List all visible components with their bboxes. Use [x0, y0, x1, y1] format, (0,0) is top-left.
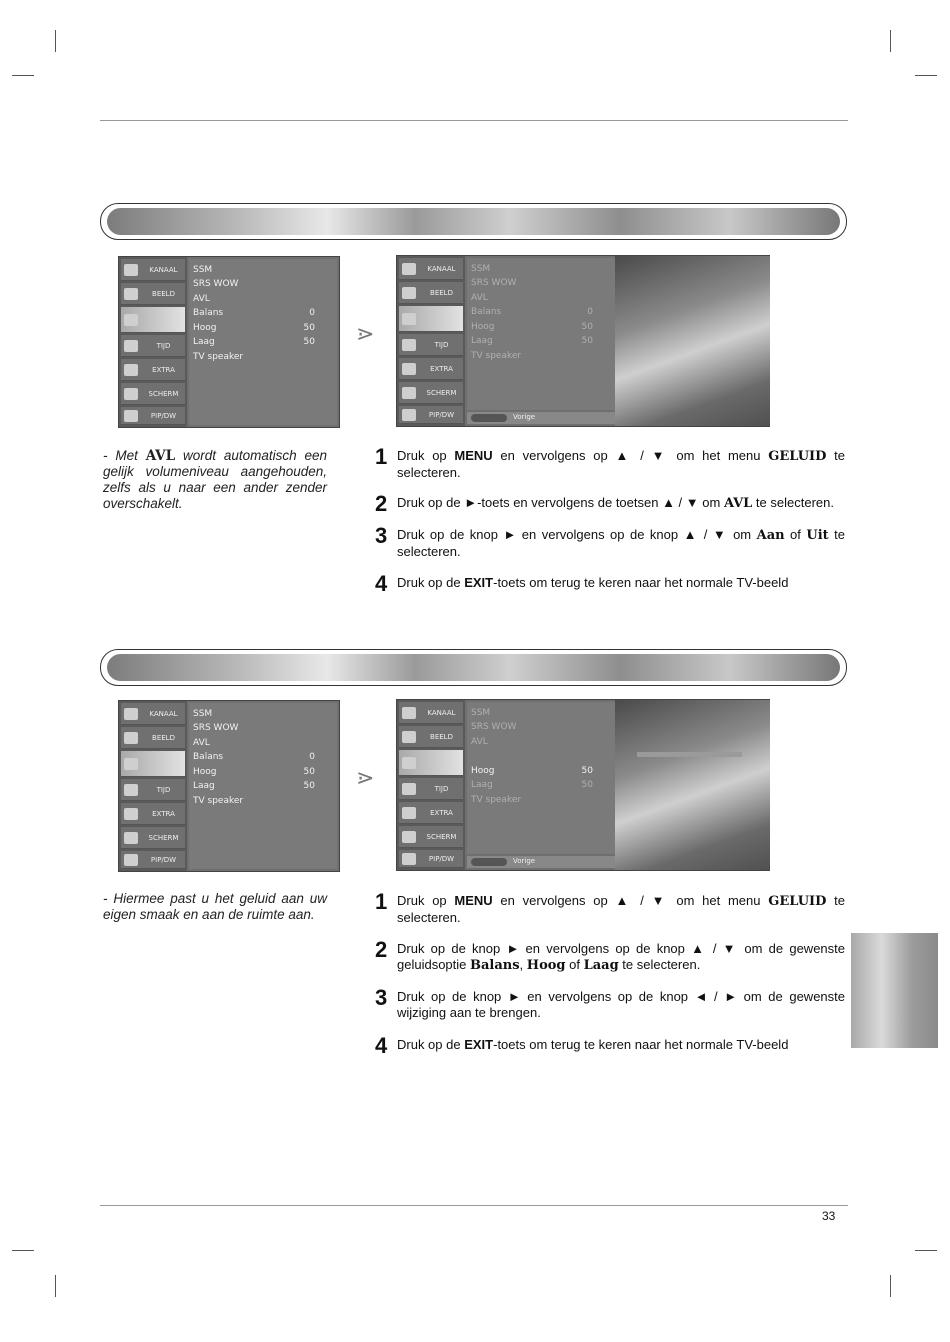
crop-mark	[55, 30, 56, 52]
option-ssm: SSM	[471, 708, 491, 718]
tv-picture	[615, 700, 770, 870]
menu-item-scherm: SCHERM	[399, 826, 463, 848]
option-avl: AVL	[471, 293, 488, 303]
clock-icon	[124, 784, 138, 796]
top-rule	[100, 120, 848, 121]
section2-step-3: 3 Druk op de knop ► en vervolgens op de knop ◄ / ► om de gewenste wijziging aan te brengen.	[375, 985, 845, 1020]
menu-item-extra: EXTRA	[121, 803, 185, 825]
antenna-icon	[124, 708, 138, 720]
menu-options-panel	[467, 702, 615, 854]
antenna-icon	[402, 263, 416, 275]
section2-step-4: 4 Druk op de EXIT-toets om terug te keren naar het normale TV-beeld	[375, 1033, 789, 1058]
clock-icon	[124, 340, 138, 352]
option-ssm: SSM	[193, 265, 213, 275]
section1-step-1: 1 Druk op MENU en vervolgens op ▲ / ▼ om het menu GELUID te selecteren.	[375, 444, 845, 480]
tv-picture	[615, 256, 770, 426]
menu-item-tijd: TIJD	[399, 778, 463, 800]
prev-button-icon	[471, 414, 507, 422]
menu-item-pip: PIP/DW	[121, 851, 185, 869]
menu-item-kanaal: KANAAL	[121, 703, 185, 725]
tools-icon	[124, 364, 138, 376]
pip-icon	[402, 409, 416, 421]
tv-menu-right-2	[396, 699, 770, 871]
menu-item-kanaal: KANAAL	[121, 259, 185, 281]
next-arrow-icon: ⋗	[356, 766, 375, 791]
option-tv-speaker: TV speaker	[193, 796, 244, 806]
menu-item-geluid	[399, 306, 463, 332]
menu-item-tijd: TIJD	[121, 779, 185, 801]
option-hoog: Hoog 50	[471, 766, 593, 776]
section1-step-3: 3 Druk op de knop ► en vervolgens op de knop ▲ / ▼ om Aan of Uit te selecteren.	[375, 523, 845, 559]
screen-icon	[124, 832, 138, 844]
section2-banner	[100, 649, 847, 686]
menu-item-beeld: BEELD	[399, 282, 463, 304]
tv-menu-left-1	[118, 256, 340, 428]
option-srs: SRS WOW	[471, 278, 517, 288]
menu-item-beeld: BEELD	[121, 283, 185, 305]
option-balans: Balans 0	[471, 307, 593, 317]
tools-icon	[124, 808, 138, 820]
menu-options-panel	[467, 258, 615, 410]
clock-icon	[402, 783, 416, 795]
clock-icon	[402, 339, 416, 351]
next-arrow-icon: ⋗	[356, 322, 375, 347]
menu-item-pip: PIP/DW	[121, 407, 185, 425]
option-hoog: Hoog 50	[471, 322, 593, 332]
menu-item-extra: EXTRA	[399, 802, 463, 824]
menu-item-beeld: BEELD	[399, 726, 463, 748]
option-tv-speaker: TV speaker	[471, 795, 522, 805]
option-laag: Laag 50	[471, 336, 593, 346]
speaker-icon	[124, 758, 138, 770]
option-laag: Laag 50	[471, 780, 593, 790]
crop-mark	[12, 1250, 34, 1251]
menu-sidebar	[119, 257, 187, 427]
speaker-icon	[402, 313, 416, 325]
option-hoog: Hoog 50	[193, 767, 315, 777]
option-srs: SRS WOW	[471, 722, 517, 732]
section1-banner	[100, 203, 847, 240]
menu-item-kanaal: KANAAL	[399, 702, 463, 724]
menu-sidebar	[119, 701, 187, 871]
tv-menu-left-2	[118, 700, 340, 872]
option-srs: SRS WOW	[193, 279, 239, 289]
tv-menu-right-1	[396, 255, 770, 427]
bottom-rule	[100, 1205, 848, 1206]
prev-bar: Vorige	[467, 412, 615, 424]
option-srs: SRS WOW	[193, 723, 239, 733]
antenna-icon	[402, 707, 416, 719]
option-avl: AVL	[193, 294, 210, 304]
option-balans: Balans 0	[193, 308, 315, 318]
adjust-slider	[637, 752, 742, 757]
menu-sidebar	[397, 256, 465, 426]
menu-item-scherm: SCHERM	[399, 382, 463, 404]
menu-item-extra: EXTRA	[121, 359, 185, 381]
option-laag: Laag 50	[193, 337, 315, 347]
option-avl: AVL	[471, 737, 488, 747]
menu-options-panel	[189, 703, 337, 869]
option-avl: AVL	[193, 738, 210, 748]
crop-mark	[915, 1250, 937, 1251]
prev-bar: Vorige	[467, 856, 615, 868]
crop-mark	[12, 75, 34, 76]
tools-icon	[402, 363, 416, 375]
pip-icon	[402, 853, 416, 865]
tools-icon	[402, 807, 416, 819]
picture-icon	[402, 287, 416, 299]
option-hoog: Hoog 50	[193, 323, 315, 333]
chapter-tab	[851, 933, 938, 1048]
speaker-icon	[124, 314, 138, 326]
section1-note: - Met AVL wordt automatisch een gelijk volumeniveau aangehouden, zelfs als u naar een ander zender overschakelt.	[103, 448, 327, 511]
menu-options-panel	[189, 259, 337, 425]
screen-icon	[402, 387, 416, 399]
option-tv-speaker: TV speaker	[471, 351, 522, 361]
option-ssm: SSM	[471, 264, 491, 274]
section2-step-1: 1 Druk op MENU en vervolgens op ▲ / ▼ om het menu GELUID te selecteren.	[375, 889, 845, 925]
section2-note: - Hiermee past u het geluid aan uw eigen smaak en aan de ruimte aan.	[103, 891, 327, 922]
picture-icon	[124, 288, 138, 300]
menu-item-scherm: SCHERM	[121, 383, 185, 405]
crop-mark	[890, 1275, 891, 1297]
menu-item-geluid	[121, 307, 185, 333]
menu-item-kanaal: KANAAL	[399, 258, 463, 280]
speaker-icon	[402, 757, 416, 769]
menu-item-tijd: TIJD	[121, 335, 185, 357]
option-tv-speaker: TV speaker	[193, 352, 244, 362]
crop-mark	[915, 75, 937, 76]
option-laag: Laag 50	[193, 781, 315, 791]
crop-mark	[55, 1275, 56, 1297]
menu-item-geluid	[399, 750, 463, 776]
menu-item-scherm: SCHERM	[121, 827, 185, 849]
antenna-icon	[124, 264, 138, 276]
screen-icon	[402, 831, 416, 843]
section1-step-4: 4 Druk op de EXIT-toets om terug te keren naar het normale TV-beeld	[375, 571, 789, 596]
page-number: 33	[822, 1209, 836, 1223]
menu-item-pip: PIP/DW	[399, 406, 463, 424]
option-balans: Balans 0	[193, 752, 315, 762]
pip-icon	[124, 410, 138, 422]
pip-icon	[124, 854, 138, 866]
menu-item-extra: EXTRA	[399, 358, 463, 380]
picture-icon	[124, 732, 138, 744]
menu-item-tijd: TIJD	[399, 334, 463, 356]
screen-icon	[124, 388, 138, 400]
section1-step-2: 2 Druk op de ►-toets en vervolgens de toetsen ▲ / ▼ om AVL te selecteren.	[375, 491, 834, 516]
menu-sidebar	[397, 700, 465, 870]
crop-mark	[890, 30, 891, 52]
option-ssm: SSM	[193, 709, 213, 719]
prev-button-icon	[471, 858, 507, 866]
menu-item-beeld: BEELD	[121, 727, 185, 749]
section2-step-2: 2 Druk op de knop ► en vervolgens op de knop ▲ / ▼ om de gewenste geluidsoptie Balans, Hoog of Laag te selecteren.	[375, 937, 845, 973]
menu-item-pip: PIP/DW	[399, 850, 463, 868]
picture-icon	[402, 731, 416, 743]
menu-item-geluid	[121, 751, 185, 777]
